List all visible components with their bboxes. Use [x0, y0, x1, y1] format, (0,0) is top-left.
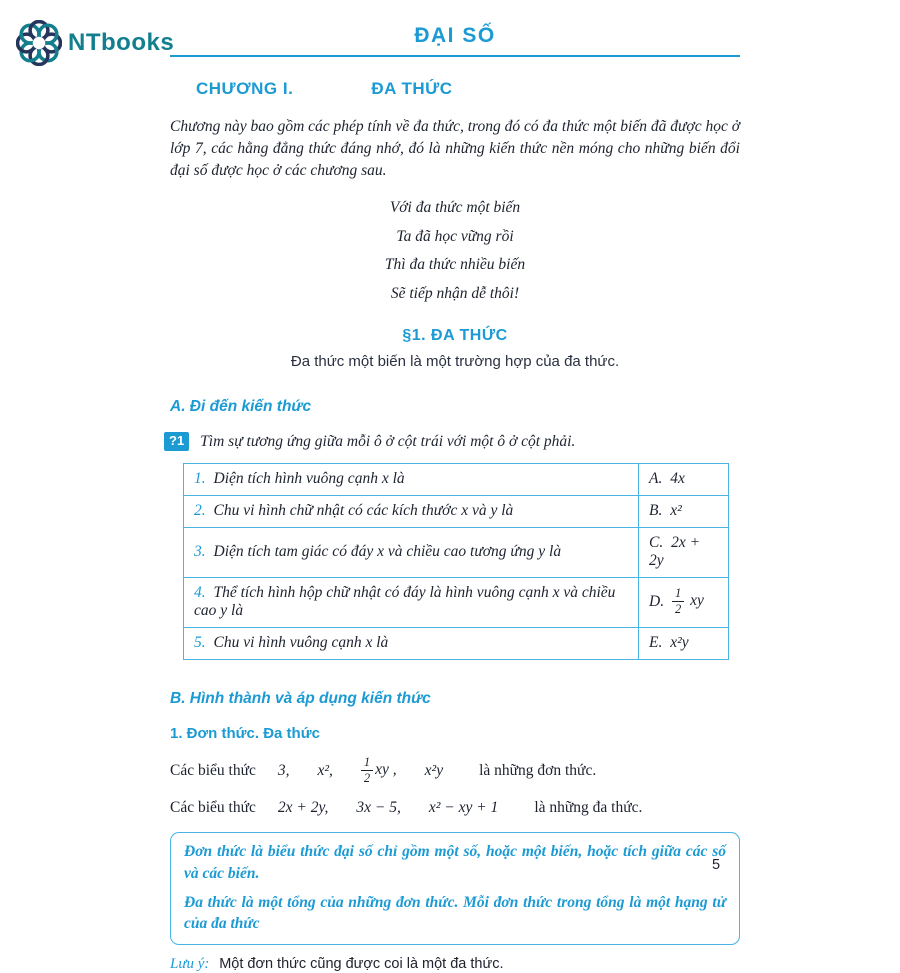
row-number: 3.	[194, 542, 206, 560]
note-label: Lưu ý:	[170, 955, 210, 972]
chapter-title: ĐA THỨC	[371, 79, 453, 98]
expression-item: 2x + 2y,	[277, 799, 329, 817]
note	[170, 956, 740, 973]
ntbooks-logo-text: NTbooks	[68, 29, 175, 56]
ntbooks-logo-icon	[16, 20, 62, 66]
row-text: Thể tích hình hộp chữ nhật có đáy là hình vuông cạnh x và chiều cao y là	[194, 583, 616, 619]
section-subtitle: Đa thức một biến là một trường hợp của đa thức.	[290, 352, 620, 370]
page-title: ĐẠI SỐ	[414, 24, 496, 47]
expression-item: 3x − 5,	[356, 799, 401, 817]
answer-letter: A.	[649, 469, 663, 487]
sub-heading-monomial: 1. Đơn thức. Đa thức	[170, 724, 320, 742]
chapter-label: CHƯƠNG I.	[196, 79, 294, 98]
poem-line-4: Sẽ tiếp nhận dễ thôi!	[390, 285, 520, 303]
part-a-heading: A. Đi đến kiến thức	[170, 397, 312, 415]
activity-text: Tìm sự tương ứng giữa mỗi ô ở cột trái với một ô ở cột phải.	[200, 432, 576, 450]
line-prefix: Các biểu thức	[170, 761, 256, 779]
fraction-numerator: 1	[361, 756, 373, 771]
row-number: 5.	[194, 633, 206, 651]
expression-item: x²,	[317, 761, 333, 779]
fraction-numerator: 1	[672, 587, 684, 602]
book-page-content	[170, 24, 740, 973]
line-suffix: là những đa thức.	[534, 799, 643, 817]
fraction-denominator: 2	[363, 771, 371, 786]
chapter-heading	[196, 79, 740, 99]
fraction	[361, 756, 373, 785]
polynomial-examples-line	[170, 799, 740, 817]
table-row	[184, 577, 729, 627]
line-prefix: Các biểu thức	[170, 799, 256, 817]
title-divider	[170, 55, 740, 57]
page-number: 5	[712, 857, 721, 873]
expression-item: x² − xy + 1	[428, 799, 499, 817]
expression-item: x²y	[424, 761, 444, 779]
row-text: Chu vi hình chữ nhật có các kích thước x và y là	[213, 501, 514, 519]
expression-item: 3,	[277, 761, 290, 779]
note-text: Một đơn thức cũng được coi là một đa thức.	[219, 955, 504, 972]
expression-item	[361, 756, 397, 785]
definition-box	[170, 832, 740, 945]
table-row	[184, 463, 729, 495]
row-text: Diện tích tam giác có đáy x và chiều cao tương ứng y là	[213, 542, 562, 560]
answer-expression: 4x	[670, 469, 685, 487]
fraction-suffix: xy ,	[375, 761, 397, 779]
line-suffix: là những đơn thức.	[479, 761, 597, 779]
answer-expression: xy	[690, 592, 704, 610]
answer-expression: 2x + 2y	[649, 533, 701, 569]
poem-line-3: Thì đa thức nhiều biến	[384, 256, 526, 274]
definition-monomial: Đơn thức là biểu thức đại số chỉ gồm một số, hoặc một biến, hoặc tích giữa các số và các biến.	[184, 843, 726, 882]
table-row	[184, 527, 729, 577]
row-number: 4.	[194, 583, 206, 601]
poem-line-2: Ta đã học vững rồi	[396, 227, 514, 245]
section-title: §1. ĐA THỨC	[402, 326, 508, 344]
poem	[170, 194, 740, 309]
poem-line-1: Với đa thức một biến	[389, 199, 521, 216]
table-row	[184, 627, 729, 659]
chapter-intro: Chương này bao gồm các phép tính về đa thức, trong đó có đa thức một biến đã được học ở lớp 7, các hằng đẳng thức đáng nhớ, đó là những kiến thức nền móng cho những biến đổi đại số được học ở các chương sau.	[170, 118, 740, 179]
activity-1	[164, 432, 740, 451]
table-row	[184, 495, 729, 527]
row-number: 1.	[194, 469, 206, 487]
row-number: 2.	[194, 501, 206, 519]
row-text: Chu vi hình vuông cạnh x là	[213, 633, 389, 651]
answer-letter: B.	[649, 501, 663, 519]
row-text: Diện tích hình vuông cạnh x là	[213, 469, 405, 487]
fraction-denominator: 2	[674, 602, 682, 617]
answer-letter: E.	[649, 633, 663, 651]
part-b-heading: B. Hình thành và áp dụng kiến thức	[170, 689, 431, 707]
activity-badge: ?1	[164, 432, 189, 451]
answer-letter: C.	[649, 533, 664, 551]
answer-expression: x²	[670, 501, 682, 519]
answer-letter: D.	[649, 592, 665, 610]
definition-polynomial: Đa thức là một tổng của những đơn thức. Mỗi đơn thức trong tổng là một hạng tử của đa thức	[184, 893, 726, 933]
fraction	[672, 587, 684, 616]
monomial-examples-line	[170, 756, 740, 785]
matching-table	[183, 463, 729, 660]
ntbooks-logo	[16, 20, 174, 66]
answer-expression: x²y	[670, 633, 689, 651]
